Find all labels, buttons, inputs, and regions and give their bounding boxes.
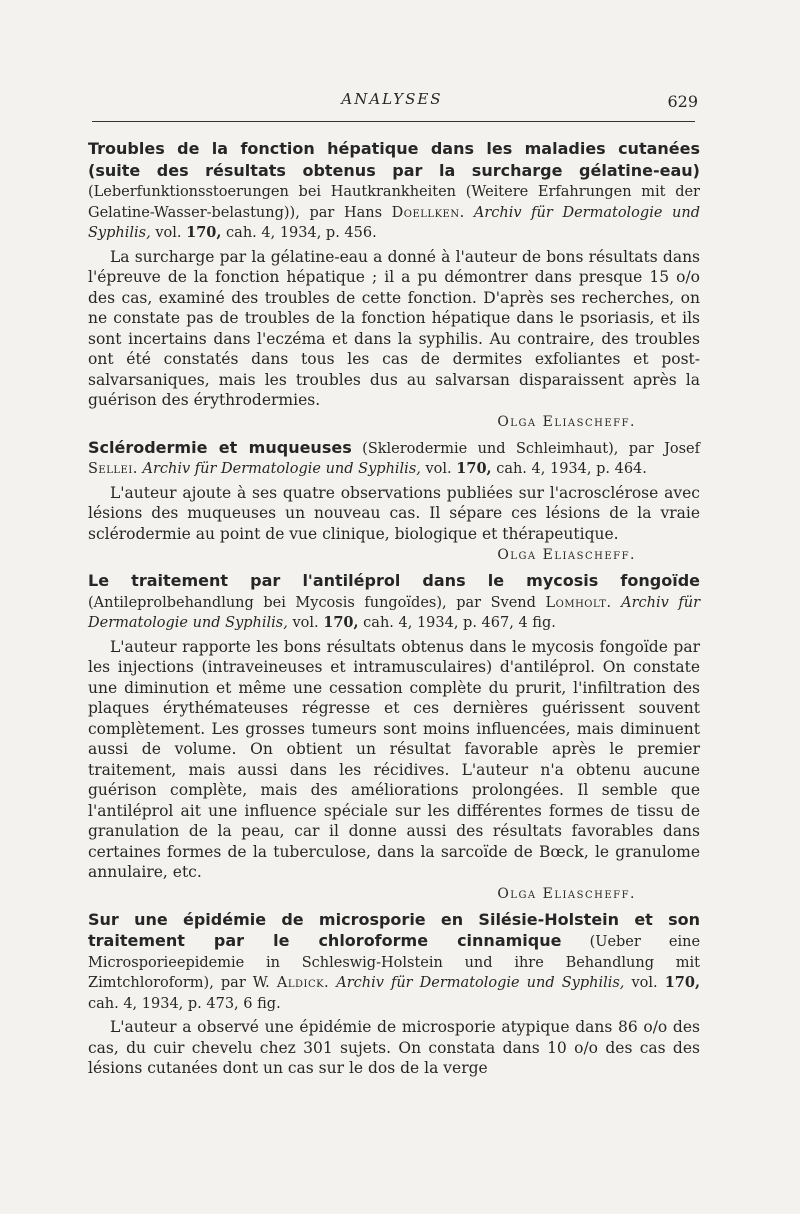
citation: cah. 4, 1934, p. 456. xyxy=(226,225,377,241)
by-line: par Hans xyxy=(309,204,383,221)
signature: Olga Eliascheff. xyxy=(497,413,636,430)
signature-line xyxy=(88,411,700,430)
header-rule xyxy=(92,121,695,122)
page-number: 629 xyxy=(667,92,698,111)
volume-prefix: vol. xyxy=(631,975,658,991)
journal-name: Archiv für Dermatologie und Syphilis, xyxy=(88,204,701,241)
article-title: Sur une épidémie de microsporie en Silésie-Holstein et son traitement par le chloroforme cinnamique xyxy=(88,909,700,950)
volume-prefix: vol. xyxy=(292,615,319,631)
article-title: Sclérodermie et muqueuses xyxy=(88,437,352,457)
article-scleroderma xyxy=(88,438,700,564)
signature: Olga Eliascheff. xyxy=(497,547,636,563)
by-line: par W. xyxy=(220,975,270,991)
author-name: Lomholt. xyxy=(545,594,612,611)
by-line: par Josef xyxy=(628,440,700,457)
author-name: Sellei. xyxy=(88,461,138,477)
original-title: (Antileprolbehandlung bei Mycosis fungoïdes), xyxy=(88,594,447,611)
article-heading: Troubles de la fonction hépatique dans les maladies cutanées (suite des résultats obtenus par la surcharge gélatine-eau) (Leberfunktionsstoerungen bei Hautkrankheiten (Weitere Erfahrungen mit der Gelatine-Wasser-belastung)), par Hans Doellken. Archiv für Dermatologie und Syphilis, vol. 170, cah. 4, 1934, p. 456. xyxy=(88,139,701,241)
citation: cah. 4, 1934, p. 467, 4 fig. xyxy=(363,615,556,631)
signature: Olga Eliascheff. xyxy=(497,885,636,902)
by-line: par Svend xyxy=(456,594,536,611)
article-heading xyxy=(88,571,700,634)
article-heading xyxy=(88,438,700,480)
signature-line xyxy=(88,883,700,902)
original-title: (Sklerodermie und Schleimhaut), xyxy=(362,440,619,457)
journal-name: Archiv für Dermatologie und Syphilis, xyxy=(336,975,625,991)
citation: cah. 4, 1934, p. 473, 6 fig. xyxy=(88,995,281,1012)
abstract xyxy=(88,483,700,545)
article-antileprol xyxy=(88,571,700,902)
volume-number: 170, xyxy=(323,614,359,631)
signature-line xyxy=(88,544,700,563)
article-title: Troubles de la fonction hépatique dans les maladies cutanées (suite des résultats obtenus par la surcharge gélatine-eau) xyxy=(88,139,700,180)
abstract: L'auteur a observé une épidémie de microsporie atypique dans 86 o/o des cas, du cuir chevelu chez 301 sujets. On constata dans 10 o/o des cas des lésions cutanées dont un cas sur le dos de la verge xyxy=(88,1018,700,1077)
article-liver-function xyxy=(88,139,700,430)
volume-number: 170, xyxy=(186,224,222,241)
volume-number: 170, xyxy=(456,460,492,477)
running-header xyxy=(86,90,698,114)
citation: cah. 4, 1934, p. 464. xyxy=(496,461,647,477)
article-title: Le traitement par l'antiléprol dans le mycosis fongoïde xyxy=(88,571,700,590)
journal-name: Archiv für Dermatologie und Syphilis, xyxy=(142,461,421,477)
abstract: La surcharge par la gélatine-eau a donné à l'auteur de bons résultats dans l'épreuve de la fonction hépatique ; il a pu démontrer dans presque 15 o/o des cas, examiné des troubles de cette fonction. D'après ses recherches, on ne constate pas de troubles de la fonction hépatique dans le psoriasis, et ils sont incertains dans l'eczéma et dans la syphilis. Au contraire, des troubles ont été constatés dans tous les cas de dermites exfoliantes et post-salvarsaniques, mais les troubles dus au salvarsan disparaissent après la guérison des érythrodermies. xyxy=(88,247,700,409)
abstract-text: L'auteur ajoute à ses quatre observations publiées sur l'acrosclérose avec lésions des muqueuses un nouveau cas. Il sépare ces lésions de la vraie sclérodermie au point de vue clinique, biologique et thérapeutique. xyxy=(88,483,700,543)
journal-name: Archiv für Dermatologie und Syphilis, xyxy=(88,594,701,631)
author-name: Aldick. xyxy=(276,975,330,991)
original-title: (Leberfunktionsstoerungen bei Hautkrankheiten (Weitere Erfahrungen mit der Gelatine-Wasser-belastung)), xyxy=(88,184,700,221)
volume-number: 170, xyxy=(664,974,701,991)
volume-prefix: vol. xyxy=(155,225,182,241)
original-title: (Ueber eine Microsporieepidemie in Schleswig-Holstein und ihre Behandlung mit Zimtchloroform), xyxy=(88,934,701,991)
volume-prefix: vol. xyxy=(425,461,452,477)
article-heading xyxy=(88,910,700,1015)
abstract: L'auteur rapporte les bons résultats obtenus dans le mycosis fongoïde par les injections (intraveineuses et intramusculaires) d'antiléprol. On constate une diminution et même une cessation complète du prurit, l'infiltration des plaques érythémateuses régresse et ces dernières guérissent souvent complètement. Les grosses tumeurs sont moins influencées, mais diminuent aussi de volume. On obtient un résultat favorable après le premier traitement, mais aussi dans les récidives. L'auteur n'a obtenu aucune guérison complète, mais des améliorations prolongées. Il semble que l'antiléprol ait une influence spéciale sur les différentes formes de tissu de granulation de la peau, car il donne aussi des résultats favorables dans certaines formes de la tuberculose, dans la sarcoïde de Bœck, le granulome annulaire, etc. xyxy=(88,637,700,881)
author-name: Doellken xyxy=(391,204,460,221)
running-title: ANALYSES xyxy=(341,90,443,108)
article-list xyxy=(88,139,700,1079)
article-microsporia xyxy=(88,910,700,1079)
